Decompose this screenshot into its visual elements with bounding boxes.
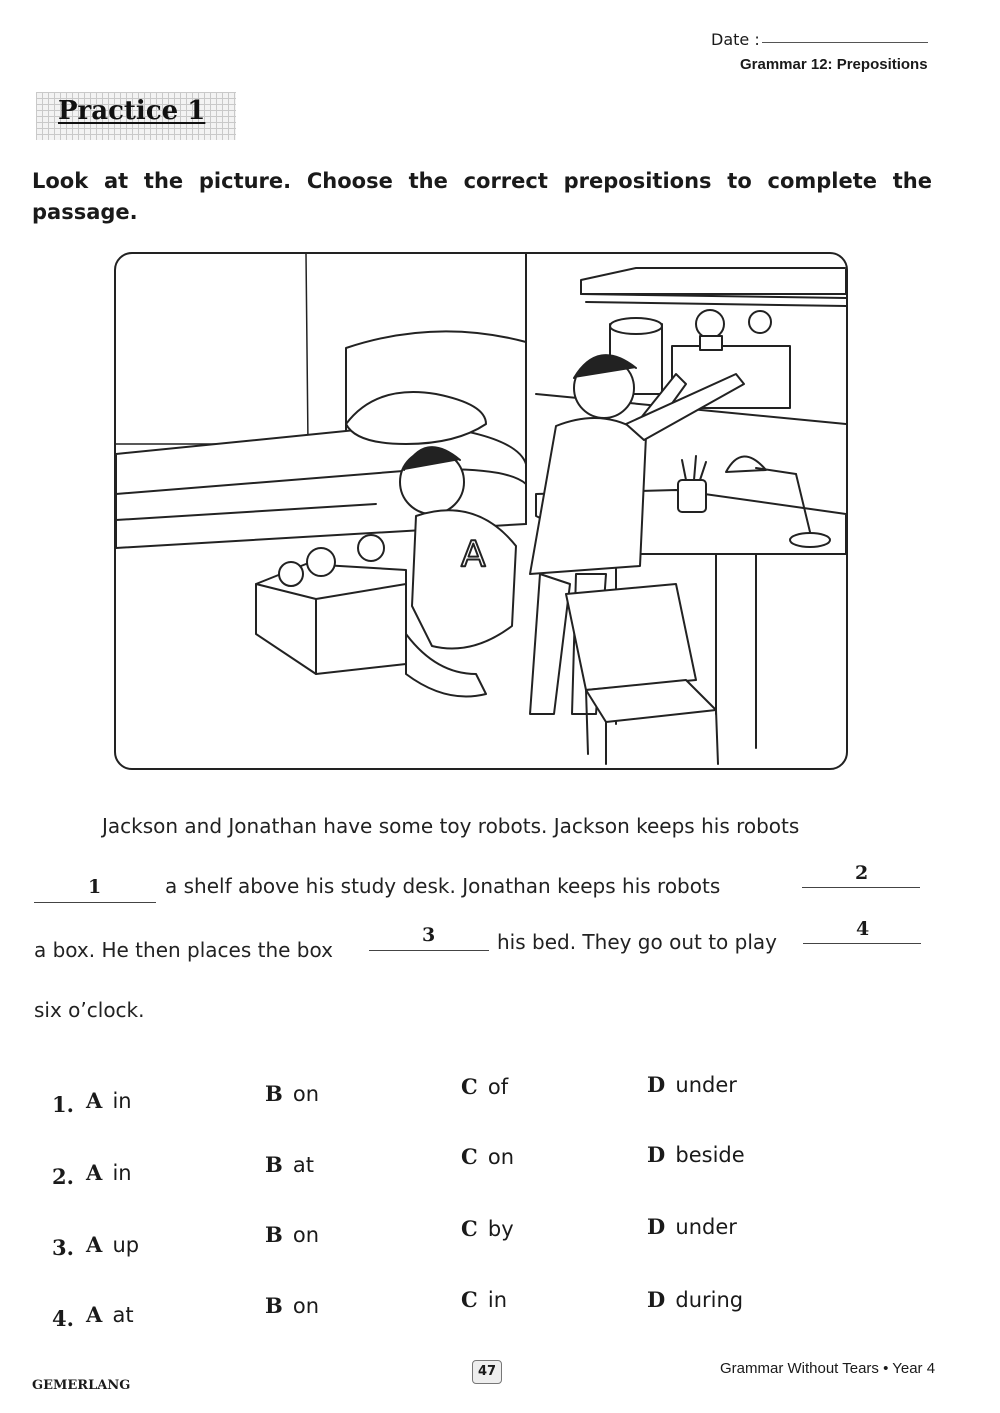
blank-3[interactable] <box>369 950 489 951</box>
topic-title: Grammar 12: Prepositions <box>740 56 928 73</box>
svg-text:A: A <box>461 534 486 575</box>
blank-2[interactable] <box>802 887 920 888</box>
blank-1[interactable] <box>34 902 156 903</box>
date-field[interactable] <box>762 42 928 43</box>
question-4-option-a[interactable]: A at <box>86 1302 134 1327</box>
question-1-option-d[interactable]: D under <box>647 1072 737 1097</box>
passage-line-4: six o’clock. <box>34 998 145 1022</box>
instruction-text: Look at the picture. Choose the correct prepositions to complete the passage. <box>32 169 932 224</box>
bedroom-scene <box>116 254 846 768</box>
question-3-option-a[interactable]: A up <box>86 1232 140 1257</box>
bedroom-illustration <box>114 252 848 770</box>
blank-2-number: 2 <box>855 862 869 884</box>
book-title: Grammar Without Tears • Year 4 <box>720 1360 936 1377</box>
passage-line-3a: a box. He then places the box <box>34 938 333 962</box>
question-2-number: 2. <box>52 1164 74 1189</box>
question-4-option-b[interactable]: B on <box>265 1293 320 1318</box>
question-1-option-a[interactable]: A in <box>86 1088 132 1113</box>
question-1-number: 1. <box>52 1092 74 1117</box>
question-3-option-b[interactable]: B on <box>265 1222 320 1247</box>
question-2-option-b[interactable]: B at <box>265 1152 315 1177</box>
question-1-option-b[interactable]: B on <box>265 1081 320 1106</box>
passage-line-1: Jackson and Jonathan have some toy robots. Jackson keeps his robots <box>102 814 800 838</box>
question-4-option-d[interactable]: D during <box>647 1287 744 1312</box>
question-3-option-d[interactable]: D under <box>647 1214 737 1239</box>
passage-line-3b: his bed. They go out to play <box>497 930 777 954</box>
blank-3-number: 3 <box>422 924 436 946</box>
blank-4[interactable] <box>803 943 921 944</box>
question-2-option-a[interactable]: A in <box>86 1160 132 1185</box>
question-1-option-c[interactable]: C of <box>461 1074 509 1099</box>
blank-4-number: 4 <box>856 918 870 940</box>
publisher-logo: GEMERLANG <box>32 1378 131 1393</box>
question-3-option-c[interactable]: C by <box>461 1216 514 1241</box>
question-2-option-d[interactable]: D beside <box>647 1142 745 1167</box>
blank-1-number: 1 <box>88 876 102 898</box>
date-label: Date : <box>711 30 760 49</box>
question-4-number: 4. <box>52 1306 74 1331</box>
question-2-option-c[interactable]: C on <box>461 1144 515 1169</box>
passage-line-2: a shelf above his study desk. Jonathan keeps his robots <box>165 874 721 898</box>
practice-title: Practice 1 <box>58 96 206 126</box>
page-number: 47 <box>472 1360 502 1384</box>
question-3-number: 3. <box>52 1235 74 1260</box>
question-4-option-c[interactable]: C in <box>461 1287 508 1312</box>
